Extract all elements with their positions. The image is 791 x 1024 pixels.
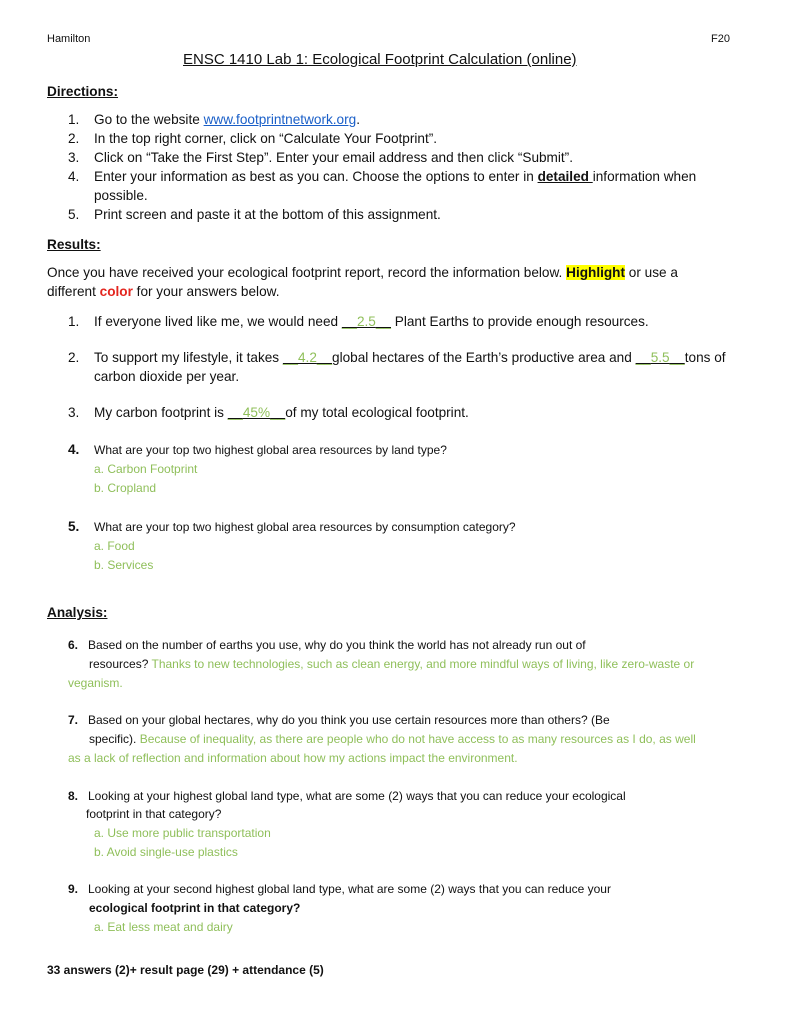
q1-answer: __2.5__ (341, 314, 391, 329)
analysis-q7-line2: specific). Because of inequality, as there are people who do not have access to as many resources as I do, as well (89, 732, 696, 746)
result-q5: 5. What are your top two highest global area resources by consumption category? (68, 519, 516, 534)
analysis-q8-line2: footprint in that category? (86, 807, 222, 821)
analysis-q8: 8. Looking at your highest global land type, what are some (2) ways that you can reduce your ecological (68, 789, 626, 803)
direction-item-3: 3. Click on “Take the First Step”. Enter your email address and then click “Submit”. (68, 150, 573, 165)
q5-answer-b: b. Services (94, 558, 154, 572)
q7-answer-cont: as a lack of reflection and information about how my actions impact the environment. (68, 751, 518, 765)
page-title: ENSC 1410 Lab 1: Ecological Footprint Calculation (online) (183, 51, 577, 68)
q6-answer: Thanks to new technologies, such as clean energy, and more mindful ways of living, like zero-waste or (151, 657, 695, 671)
result-q1: 1. If everyone lived like me, we would need __2.5__ Plant Earths to provide enough resources. (68, 314, 649, 329)
q2-answer-carbon: __5.5__ (635, 350, 685, 365)
grading-summary: 33 answers (2)+ result page (29) + attendance (5) (47, 963, 324, 977)
results-intro-line2: different color for your answers below. (47, 284, 280, 299)
direction-item-5: 5. Print screen and paste it at the bottom of this assignment. (68, 207, 441, 222)
analysis-q6-line2: resources? Thanks to new technologies, such as clean energy, and more mindful ways of living, like zero-waste or (89, 657, 695, 671)
q5-answer-a: a. Food (94, 539, 135, 553)
result-q2-cont: carbon dioxide per year. (94, 369, 240, 384)
result-q3: 3. My carbon footprint is __45%__of my total ecological footprint. (68, 405, 469, 420)
direction-item-4: 4. Enter your information as best as you can. Choose the options to enter in detailed information when (68, 169, 697, 184)
analysis-heading: Analysis: (47, 605, 108, 620)
directions-heading: Directions: (47, 84, 119, 99)
analysis-q7: 7. Based on your global hectares, why do you think you use certain resources more than others? (Be (68, 713, 610, 727)
author-name: Hamilton (47, 33, 91, 45)
q9-answer-a: a. Eat less meat and dairy (94, 920, 233, 934)
results-intro-line1: Once you have received your ecological footprint report, record the information below. Highlight or use a (47, 265, 678, 280)
result-q4: 4. What are your top two highest global area resources by land type? (68, 442, 447, 457)
q2-answer-hectares: __4.2__ (282, 350, 333, 365)
q7-answer: Because of inequality, as there are people who do not have access to as many resources as I do, as well (139, 732, 696, 746)
q6-answer-cont: veganism. (68, 676, 123, 690)
q4-answer-a: a. Carbon Footprint (94, 462, 198, 476)
analysis-q9: 9. Looking at your second highest global land type, what are some (2) ways that you can reduce your (68, 882, 611, 896)
direction-item-2: 2. In the top right corner, click on “Calculate Your Footprint”. (68, 131, 438, 146)
q3-answer: __45%__ (227, 405, 286, 420)
footprint-network-link[interactable]: www.footprintnetwork.org (203, 112, 357, 127)
direction-item-1: 1. Go to the website www.footprintnetwork.org. (68, 112, 360, 127)
q8-answer-b: b. Avoid single-use plastics (94, 845, 238, 859)
q4-answer-b: b. Cropland (94, 481, 157, 495)
q8-answer-a: a. Use more public transportation (94, 826, 271, 840)
term-label: F20 (711, 33, 730, 45)
analysis-q9-line2: ecological footprint in that category? (89, 901, 301, 915)
result-q2: 2. To support my lifestyle, it takes __4.2__global hectares of the Earth’s productive area and __5.5__tons of (68, 350, 726, 365)
analysis-q6: 6. Based on the number of earths you use, why do you think the world has not already run out of (68, 638, 586, 652)
direction-item-4-cont: possible. (94, 188, 148, 203)
results-heading: Results: (47, 237, 101, 252)
